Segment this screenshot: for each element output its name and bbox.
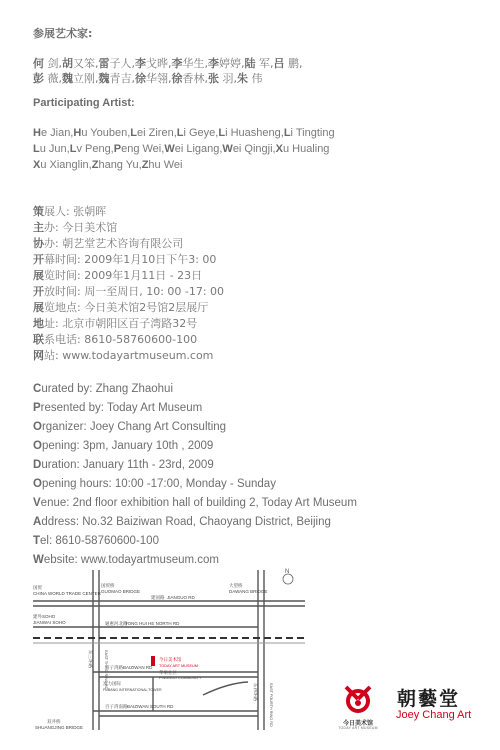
- artist-initial: W: [222, 143, 233, 155]
- artist-name-rest: 薇,: [44, 72, 62, 85]
- info-initial: 展: [33, 269, 44, 282]
- artist-initial: 李: [171, 56, 183, 70]
- map-label-dawang-cn: 大望桥: [229, 583, 243, 588]
- info-text: 幕时间: 2009年1月10日下午3: 00: [44, 253, 217, 266]
- map-label-museum-en: TODAY ART MUSEUM: [159, 664, 198, 668]
- info-initial: O: [33, 478, 42, 490]
- artist-initial: 何: [33, 56, 44, 70]
- artist-name-rest: u Hualing: [282, 143, 330, 155]
- cn-artists-line-2: [33, 71, 303, 87]
- map-label-soho-en: JIANWAI SOHO: [33, 620, 66, 625]
- info-initial: C: [33, 383, 42, 395]
- map-label-east3-cn: 东三环路: [88, 650, 93, 668]
- info-text: ebsite: www.todayartmuseum.com: [43, 554, 219, 566]
- map-label-baiziwan-en: BAIZIWAN RD: [123, 665, 153, 670]
- info-row: [33, 252, 224, 268]
- map-label-pingguo-en: PINGGUO COMMUNITY: [159, 676, 202, 680]
- location-map: [33, 565, 305, 730]
- info-row: [33, 316, 224, 332]
- en-artists-block: [33, 95, 335, 173]
- map-label-tonghui-cn: 通惠河北路: [105, 621, 128, 626]
- map-label-soho-cn: 建外SOHO: [33, 614, 56, 619]
- cn-info-block: [33, 204, 224, 364]
- artist-name-rest: hang Yu,: [98, 159, 142, 171]
- map-label-baiziwan-cn: 百子湾路: [105, 665, 123, 670]
- info-row: [33, 220, 224, 236]
- artist-initial: 徐: [135, 72, 146, 85]
- info-initial: 策: [33, 205, 44, 218]
- artist-initial: L: [218, 127, 226, 139]
- info-row: [33, 532, 357, 551]
- artist-name-rest: 子人,: [109, 56, 135, 70]
- info-row: [33, 380, 357, 399]
- cn-artists-line-1: [33, 56, 303, 72]
- artist-initial: 李: [208, 56, 219, 70]
- info-text: urated by: Zhang Zhaohui: [41, 383, 174, 395]
- artist-name-rest: e Jian,: [40, 127, 74, 139]
- info-row: [33, 268, 224, 284]
- artist-initial: 张: [208, 72, 219, 85]
- en-artists-line-3: [33, 157, 335, 173]
- artist-name-rest: i Geye,: [183, 127, 219, 139]
- info-initial: 展: [33, 301, 44, 314]
- artist-initial: 胡: [62, 56, 73, 70]
- info-initial: 开: [33, 253, 44, 266]
- info-initial: W: [33, 554, 44, 566]
- map-label-cwtc-en: CHINA WORLD TRADE CENTER: [33, 591, 101, 596]
- info-text: 办: 今日美术馆: [44, 221, 118, 234]
- artist-initial: 陆: [244, 56, 256, 70]
- map-label-shuangjing-cn: 双井桥: [47, 719, 61, 724]
- info-row: [33, 418, 357, 437]
- artist-name-rest: ei Ziren,: [137, 127, 177, 139]
- info-row: [33, 204, 224, 220]
- en-artists-line-2: [33, 141, 335, 157]
- museum-logo-en: TODAY ART MUSEUM: [338, 726, 378, 730]
- artist-name-rest: 鹏,: [284, 56, 303, 70]
- info-row: [33, 332, 224, 348]
- artist-initial: 朱: [237, 72, 248, 85]
- artist-name-rest: v Peng,: [76, 143, 114, 155]
- info-initial: V: [33, 497, 41, 509]
- info-text: rganizer: Joey Chang Art Consulting: [41, 421, 227, 433]
- map-label-jianguo-en: JIANGUO RD: [167, 595, 195, 600]
- info-initial: A: [33, 516, 42, 528]
- info-initial: 协: [33, 237, 44, 250]
- artist-initial: 彭: [33, 72, 44, 85]
- map-label-guomao-en: GUOMAO BRIDGE: [101, 589, 141, 594]
- map-label-guomao-cn: 国贸桥: [101, 583, 115, 588]
- artist-initial: L: [33, 143, 40, 155]
- info-row: [33, 300, 224, 316]
- artist-initial: L: [176, 127, 184, 139]
- artist-initial: 吕: [273, 56, 285, 70]
- info-initial: D: [33, 459, 42, 471]
- museum-logo-cn: 今日美术馆: [342, 720, 373, 727]
- artist-initial: X: [33, 159, 41, 171]
- en-info-block: [33, 380, 357, 570]
- map-label-jianguo-cn: 建国路: [151, 595, 165, 600]
- map-label-fuli-cn: 富力国际: [103, 681, 121, 686]
- artist-initial: Z: [91, 159, 99, 171]
- artist-initial: L: [69, 143, 77, 155]
- info-row: [33, 475, 357, 494]
- info-initial: P: [33, 402, 41, 414]
- info-row: [33, 348, 224, 364]
- map-label-tonghui-en: TONG HUI HE NORTH RD: [125, 621, 180, 626]
- info-text: pening hours: 10:00 -17:00, Monday - Sunday: [41, 478, 276, 490]
- info-text: enue: 2nd floor exhibition hall of building 2, Today Art Museum: [40, 497, 357, 509]
- artist-initial: 魏: [62, 72, 73, 85]
- info-text: 放时间: 周一至周日, 10: 00 -17: 00: [44, 285, 225, 298]
- info-text: el: 8610-58760600-100: [40, 535, 159, 547]
- artist-name-rest: 剑,: [44, 56, 62, 70]
- map-label-cwtc-cn: 国贸: [33, 585, 42, 590]
- map-label-east3-en: EAST THIRD RING RD: [104, 650, 108, 690]
- artist-name-rest: i Tingting: [290, 127, 335, 139]
- map-label-baiziwan-s-en: BAIZIWAN SOUTH RD: [127, 704, 174, 709]
- info-row: [33, 494, 357, 513]
- info-initial: 开: [33, 285, 44, 298]
- map-label-baiziwan-s-cn: 百子湾南路: [105, 704, 128, 709]
- info-text: pening: 3pm, January 10th , 2009: [41, 440, 214, 452]
- cn-artists-title: 参展艺术家:: [33, 27, 93, 40]
- info-row: [33, 399, 357, 418]
- en-artists-title: Participating Artist:: [33, 97, 135, 109]
- artist-name-rest: 戈晔,: [146, 56, 172, 70]
- artist-name-rest: ei Qingji,: [232, 143, 276, 155]
- artist-name-rest: 立刚,: [73, 72, 99, 85]
- artist-name-rest: 婷婷,: [219, 56, 245, 70]
- map-label-fuli-en: FUBANG INTERNATIONAL TOWER: [103, 688, 162, 692]
- artist-initial: H: [73, 127, 82, 139]
- info-row: [33, 236, 224, 252]
- info-initial: O: [33, 421, 42, 433]
- artist-initial: 魏: [98, 72, 110, 85]
- info-initial: T: [33, 535, 41, 547]
- info-text: 览时间: 2009年1月11日 - 23日: [44, 269, 203, 282]
- info-text: 办: 朝艺堂艺术咨询有限公司: [44, 237, 184, 250]
- info-row: [33, 437, 357, 456]
- artist-name-rest: 军,: [255, 56, 274, 70]
- artist-initial: X: [275, 143, 283, 155]
- north-label: N: [285, 569, 290, 575]
- info-text: 展人: 张朝晖: [44, 205, 107, 218]
- info-initial: O: [33, 440, 42, 452]
- artist-name-rest: i Huasheng,: [225, 127, 284, 139]
- artist-initial: 李: [135, 56, 146, 70]
- artist-initial: Z: [141, 159, 149, 171]
- artist-name-rest: 华生,: [182, 56, 208, 70]
- artist-name-rest: 伟: [248, 72, 263, 85]
- artist-name-rest: 青吉,: [109, 72, 135, 85]
- info-text: 系电话: 8610-58760600-100: [44, 333, 198, 346]
- en-artists-line-1: [33, 125, 335, 141]
- artist-initial: 徐: [171, 72, 183, 85]
- logo-area: [337, 684, 472, 734]
- info-row: [33, 513, 357, 532]
- artist-initial: P: [113, 143, 122, 155]
- artist-initial: L: [283, 127, 291, 139]
- info-row: [33, 456, 357, 475]
- artist-name-rest: 又笨,: [73, 56, 99, 70]
- info-row: [33, 284, 224, 300]
- info-initial: 联: [33, 333, 44, 346]
- cn-artists-block: [33, 26, 303, 87]
- artist-initial: 雷: [98, 56, 110, 70]
- artist-name-rest: 香林,: [182, 72, 208, 85]
- map-label-dawang-en: DAWANG BRIDGE: [229, 589, 268, 594]
- artist-initial: H: [33, 127, 41, 139]
- info-text: ddress: No.32 Baiziwan Road, Chaoyang District, Beijing: [41, 516, 331, 528]
- artist-name-rest: hu Wei: [148, 159, 183, 171]
- artist-name-rest: u Xianglin,: [40, 159, 92, 171]
- info-text: resented by: Today Art Museum: [40, 402, 203, 414]
- artist-initial: W: [164, 143, 175, 155]
- artist-name-rest: u Jun,: [39, 143, 70, 155]
- artist-name-rest: eng Wei,: [121, 143, 165, 155]
- artist-name-rest: 华翎,: [146, 72, 172, 85]
- artist-name-rest: 羽,: [219, 72, 237, 85]
- info-initial: 地: [33, 317, 44, 330]
- info-text: 览地点: 今日美术馆2号馆2层展厅: [44, 301, 209, 314]
- info-text: uration: January 11th - 23rd, 2009: [41, 459, 214, 471]
- brand-logo-cn: 朝藝堂: [397, 688, 461, 710]
- info-initial: 主: [33, 221, 44, 234]
- brand-logo-en: Joey Chang Art: [396, 709, 472, 721]
- map-label-shuangjing-en: SHUANGJING BRIDGE: [35, 725, 84, 730]
- artist-initial: L: [130, 127, 138, 139]
- info-text: 址: 北京市朝阳区百子湾路32号: [44, 317, 198, 330]
- artist-name-rest: ei Ligang,: [174, 143, 223, 155]
- info-initial: 网: [33, 349, 44, 362]
- artist-name-rest: u Youben,: [81, 127, 131, 139]
- map-label-pingguo-cn: 苹果社区: [159, 670, 177, 675]
- map-label-east4-en: EAST FOURTH RING RD: [269, 683, 273, 727]
- map-label-east4-cn: 东四环路: [253, 683, 258, 701]
- info-text: 站: www.todayartmuseum.com: [44, 349, 214, 362]
- map-label-museum-cn: 今日美术馆: [159, 657, 182, 662]
